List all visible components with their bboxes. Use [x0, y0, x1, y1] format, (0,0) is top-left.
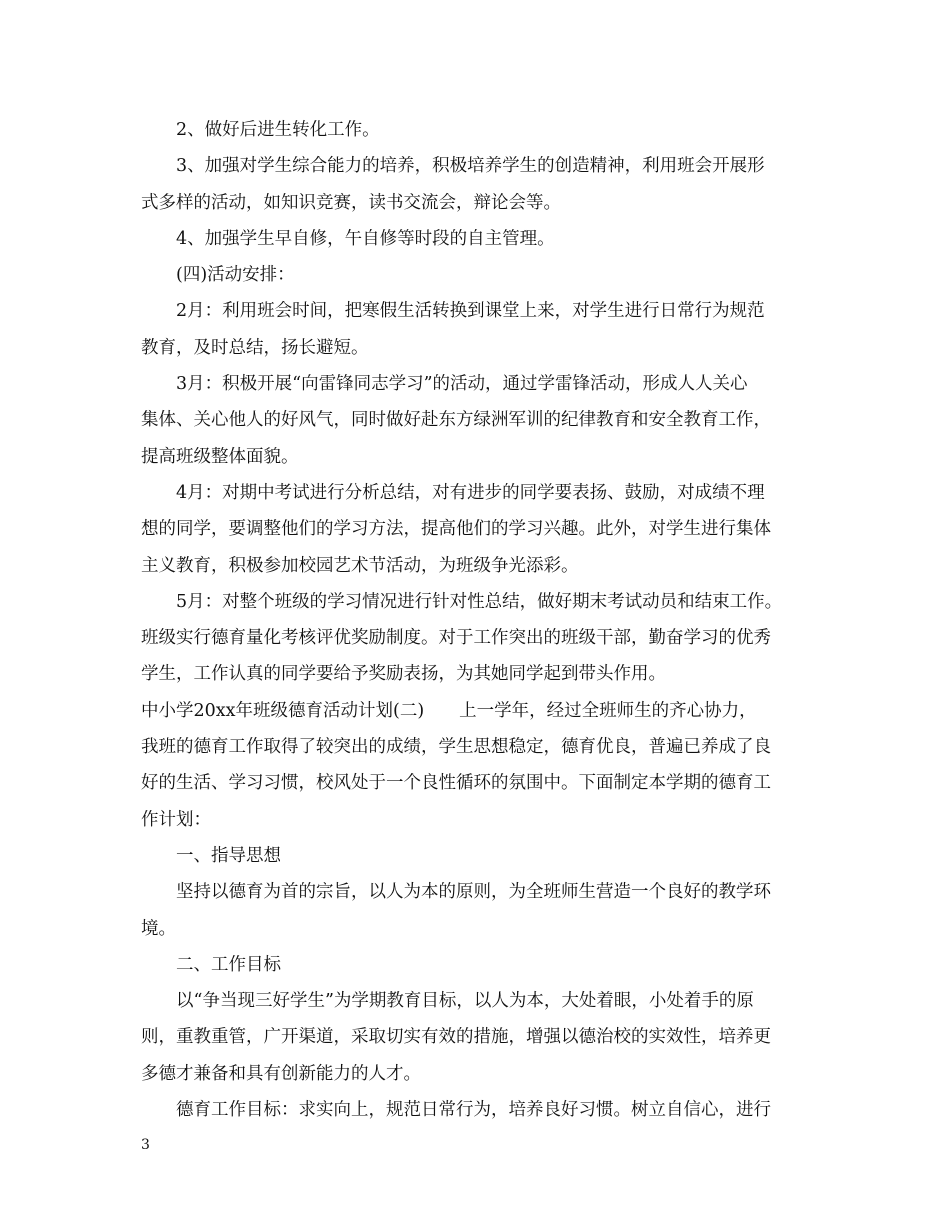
- text-line: 境。: [141, 918, 176, 939]
- text-line: 好的生活、学习习惯，校风处于一个良性循环的氛围中。下面制定本学期的德育工: [141, 773, 771, 794]
- text-line: 学生，工作认真的同学要给予奖励表扬，为其她同学起到带头作用。: [141, 664, 666, 685]
- text-line: 教育，及时总结，扬长避短。: [141, 337, 369, 358]
- text-line: 坚持以德育为首的宗旨，以人为本的原则，为全班师生营造一个良好的教学环: [176, 882, 771, 903]
- page-number: 3: [141, 1137, 150, 1153]
- text-line: 4月：对期中考试进行分析总结，对有进步的同学要表扬、鼓励，对成绩不理: [176, 482, 765, 503]
- text-line: 多德才兼备和具有创新能力的人才。: [141, 1063, 421, 1084]
- text-line: 班级实行德育量化考核评优奖励制度。对于工作突出的班级干部，勤奋学习的优秀: [141, 628, 771, 649]
- text-line: 3月：积极开展“向雷锋同志学习”的活动，通过学雷锋活动，形成人人关心: [176, 374, 748, 395]
- text-line: 4、加强学生早自修，午自修等时段的自主管理。: [176, 228, 555, 249]
- text-line: 集体、关心他人的好风气，同时做好赴东方绿洲军训的纪律教育和安全教育工作，: [141, 410, 771, 431]
- text-line: 想的同学，要调整他们的学习方法，提高他们的学习兴趣。此外，对学生进行集体: [141, 519, 771, 540]
- text-line: 主义教育，积极参加校园艺术节活动，为班级争光添彩。: [141, 555, 579, 576]
- text-line: 作计划：: [141, 809, 211, 830]
- text-line: 2、做好后进生转化工作。: [176, 120, 380, 140]
- text-line: 式多样的活动，如知识竞赛，读书交流会，辩论会等。: [141, 192, 561, 213]
- text-line: 一、指导思想: [176, 845, 281, 866]
- text-line: 我班的德育工作取得了较突出的成绩，学生思想稳定，德育优良，普遍已养成了良: [141, 737, 771, 758]
- text-line: 以“争当现三好学生”为学期教育目标，以人为本，大处着眼，小处着手的原: [176, 991, 754, 1012]
- text-line: 3、加强对学生综合能力的培养，积极培养学生的创造精神，利用班会开展形: [176, 156, 765, 177]
- text-line: 德育工作目标：求实向上，规范日常行为，培养良好习惯。树立自信心，进行: [176, 1100, 771, 1121]
- text-line: 二、工作目标: [176, 954, 281, 975]
- text-line: 提高班级整体面貌。: [141, 446, 299, 467]
- text-line: 中小学20xx年班级德育活动计划(二) 上一学年，经过全班师生的齐心协力，: [141, 700, 757, 721]
- text-line: (四)活动安排：: [176, 265, 295, 286]
- text-line: 2月：利用班会时间，把寒假生活转换到课堂上来，对学生进行日常行为规范: [176, 301, 765, 322]
- text-line: 5月：对整个班级的学习情况进行针对性总结，做好期末考试动员和结束工作。: [176, 591, 783, 612]
- text-line: 则，重教重管，广开渠道，采取切实有效的措施，增强以德治校的实效性，培养更: [141, 1027, 771, 1048]
- document-body: [141, 112, 821, 1128]
